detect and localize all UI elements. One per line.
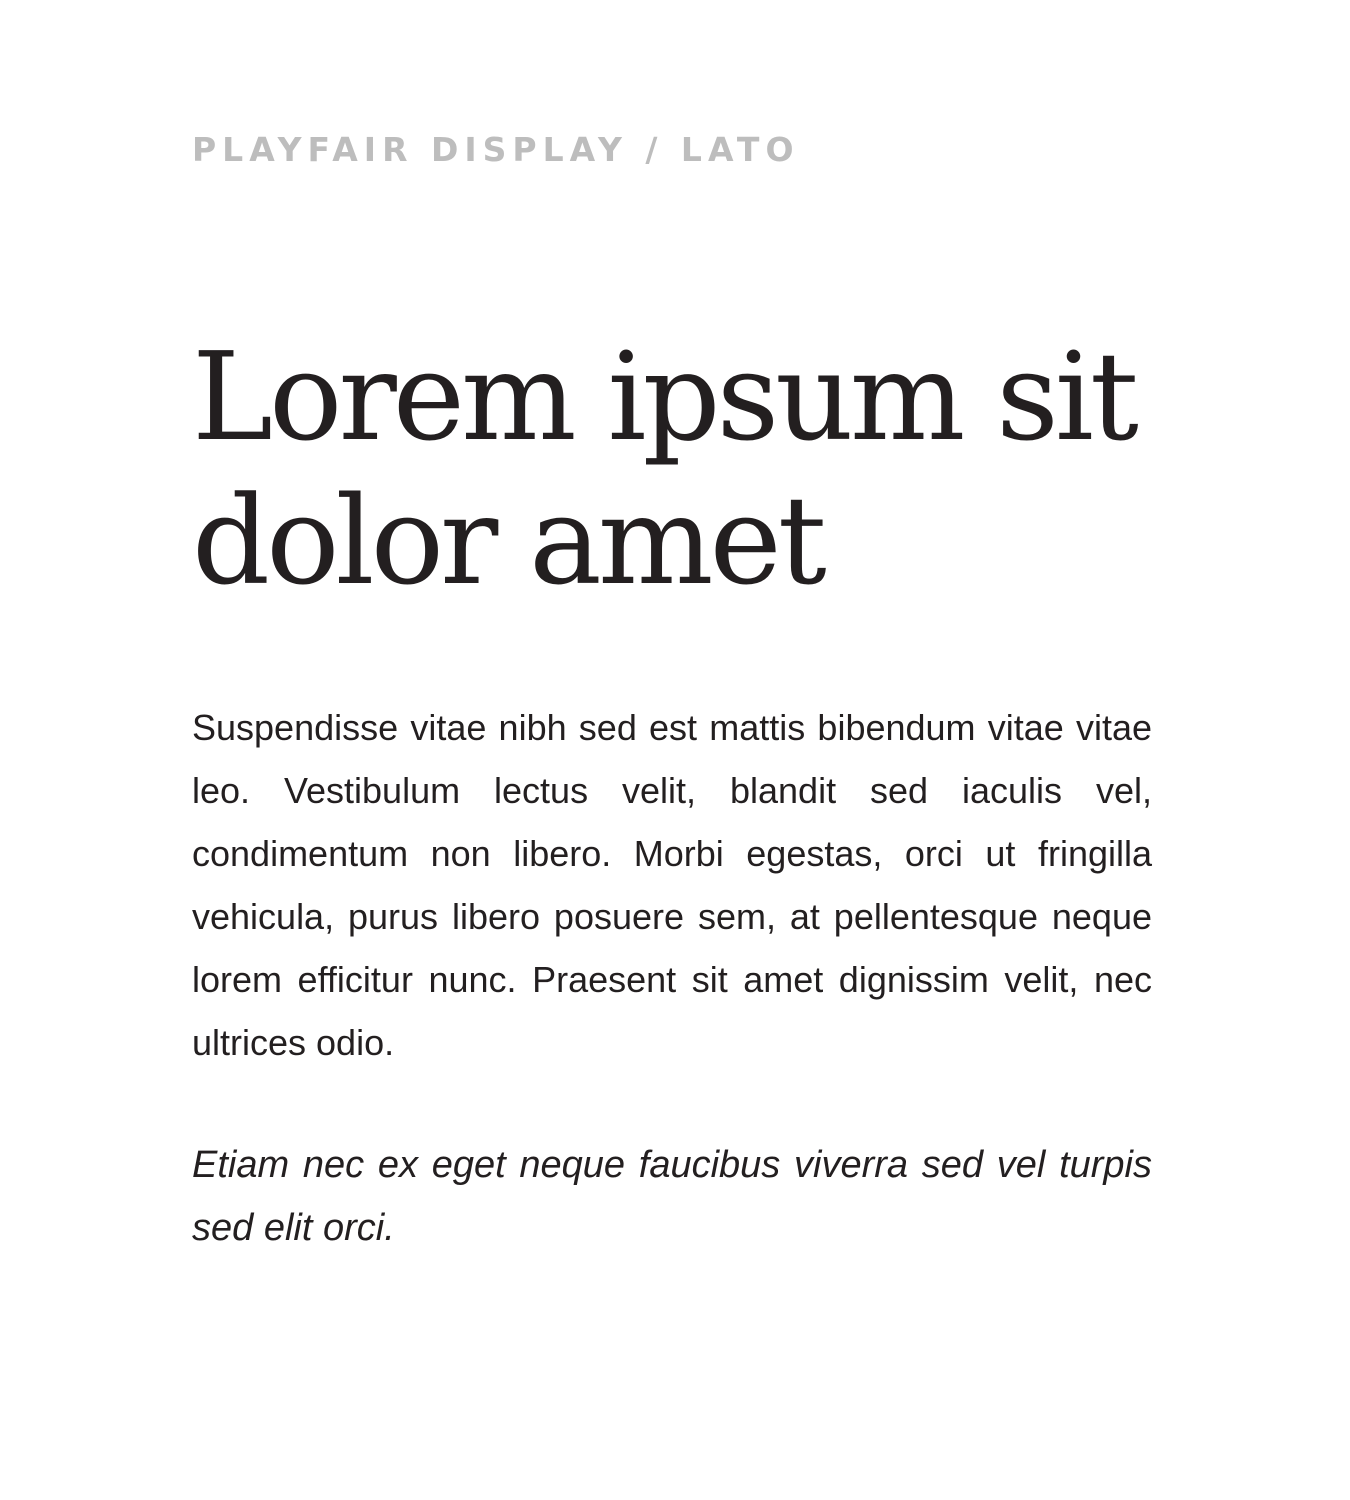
italic-paragraph: Etiam nec ex eget neque faucibus viverra sed vel turpis sed elit orci. bbox=[192, 1144, 1152, 1249]
font-pairing-label: PLAYFAIR DISPLAY / LATO bbox=[192, 130, 800, 169]
headline: Lorem ipsum sit dolor amet bbox=[192, 326, 1135, 612]
body-paragraph: Suspendisse vitae nibh sed est mattis bibendum vitae vitae leo. Vestibulum lectus velit, blandit sed iaculis vel, condimentum non libero. Morbi egestas, orci ut fringilla vehicula, purus libero posuere sem, at pellentesque neque lorem efficitur nunc. Praesent sit amet dignissim velit, nec ultrices odio. bbox=[192, 707, 1152, 1063]
